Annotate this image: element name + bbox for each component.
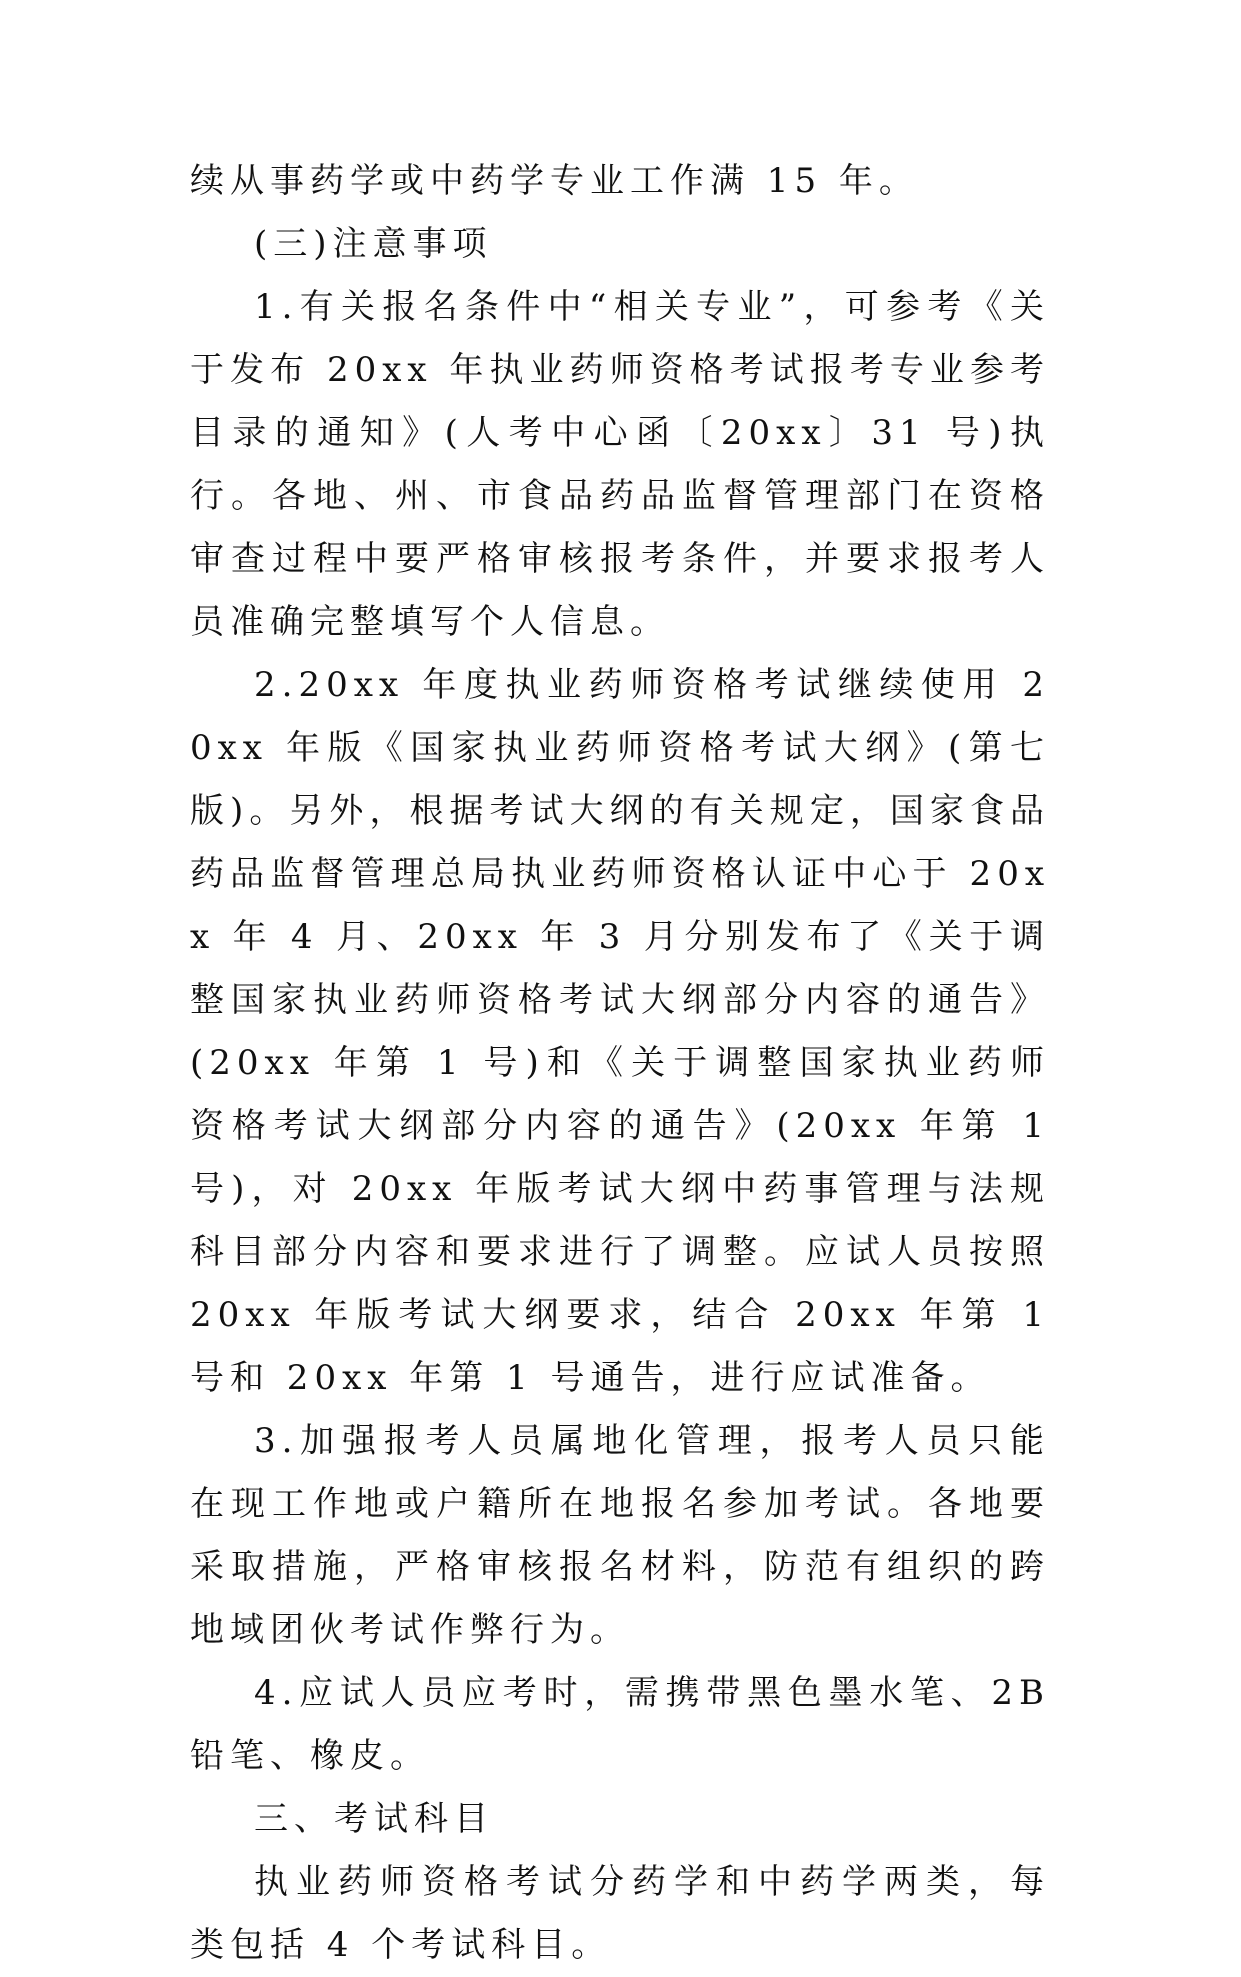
paragraph-subjects: 执业药师资格考试分药学和中药学两类，每类包括 4 个考试科目。 [190, 1862, 1050, 1965]
paragraph-continuation: 续从事药学或中药学专业工作满 15 年。 [190, 161, 919, 201]
paragraph-note-1: 1.有关报名条件中“相关专业”，可参考《关于发布 20xx 年执业药师资格考试报考专业参考目录的通知》(人考中心函〔20xx〕31 号)执行。各地、州、市食品药品监督管理部门在资格审查过程中要严格审核报考条件，并要求报考人员准确完整填写个人信息。 [190, 287, 1050, 642]
paragraph-note-4: 4.应试人员应考时，需携带黑色墨水笔、2B 铅笔、橡皮。 [190, 1673, 1050, 1776]
section-heading-notes: (三)注意事项 [254, 224, 493, 264]
section-heading-subjects: 三、考试科目 [254, 1799, 494, 1839]
document-body [190, 150, 1050, 1977]
paragraph-note-2: 2.20xx 年度执业药师资格考试继续使用 20xx 年版《国家执业药师资格考试大纲》(第七版)。另外，根据考试大纲的有关规定，国家食品药品监督管理总局执业药师资格认证中心于 20xx 年 4 月、20xx 年 3 月分别发布了《关于调整国家执业药师资格考试大纲部分内容的通告》(20xx 年第 1 号)和《关于调整国家执业药师资格考试大纲部分内容的通告》(20xx 年第 1 号)，对 20xx 年版考试大纲中药事管理与法规科目部分内容和要求进行了调整。应试人员按照 20xx 年版考试大纲要求，结合 20xx 年第 1 号和 20xx 年第 1 号通告，进行应试准备。 [190, 665, 1050, 1398]
paragraph-note-3: 3.加强报考人员属地化管理，报考人员只能在现工作地或户籍所在地报名参加考试。各地要采取措施，严格审核报名材料，防范有组织的跨地域团伙考试作弊行为。 [190, 1421, 1050, 1650]
